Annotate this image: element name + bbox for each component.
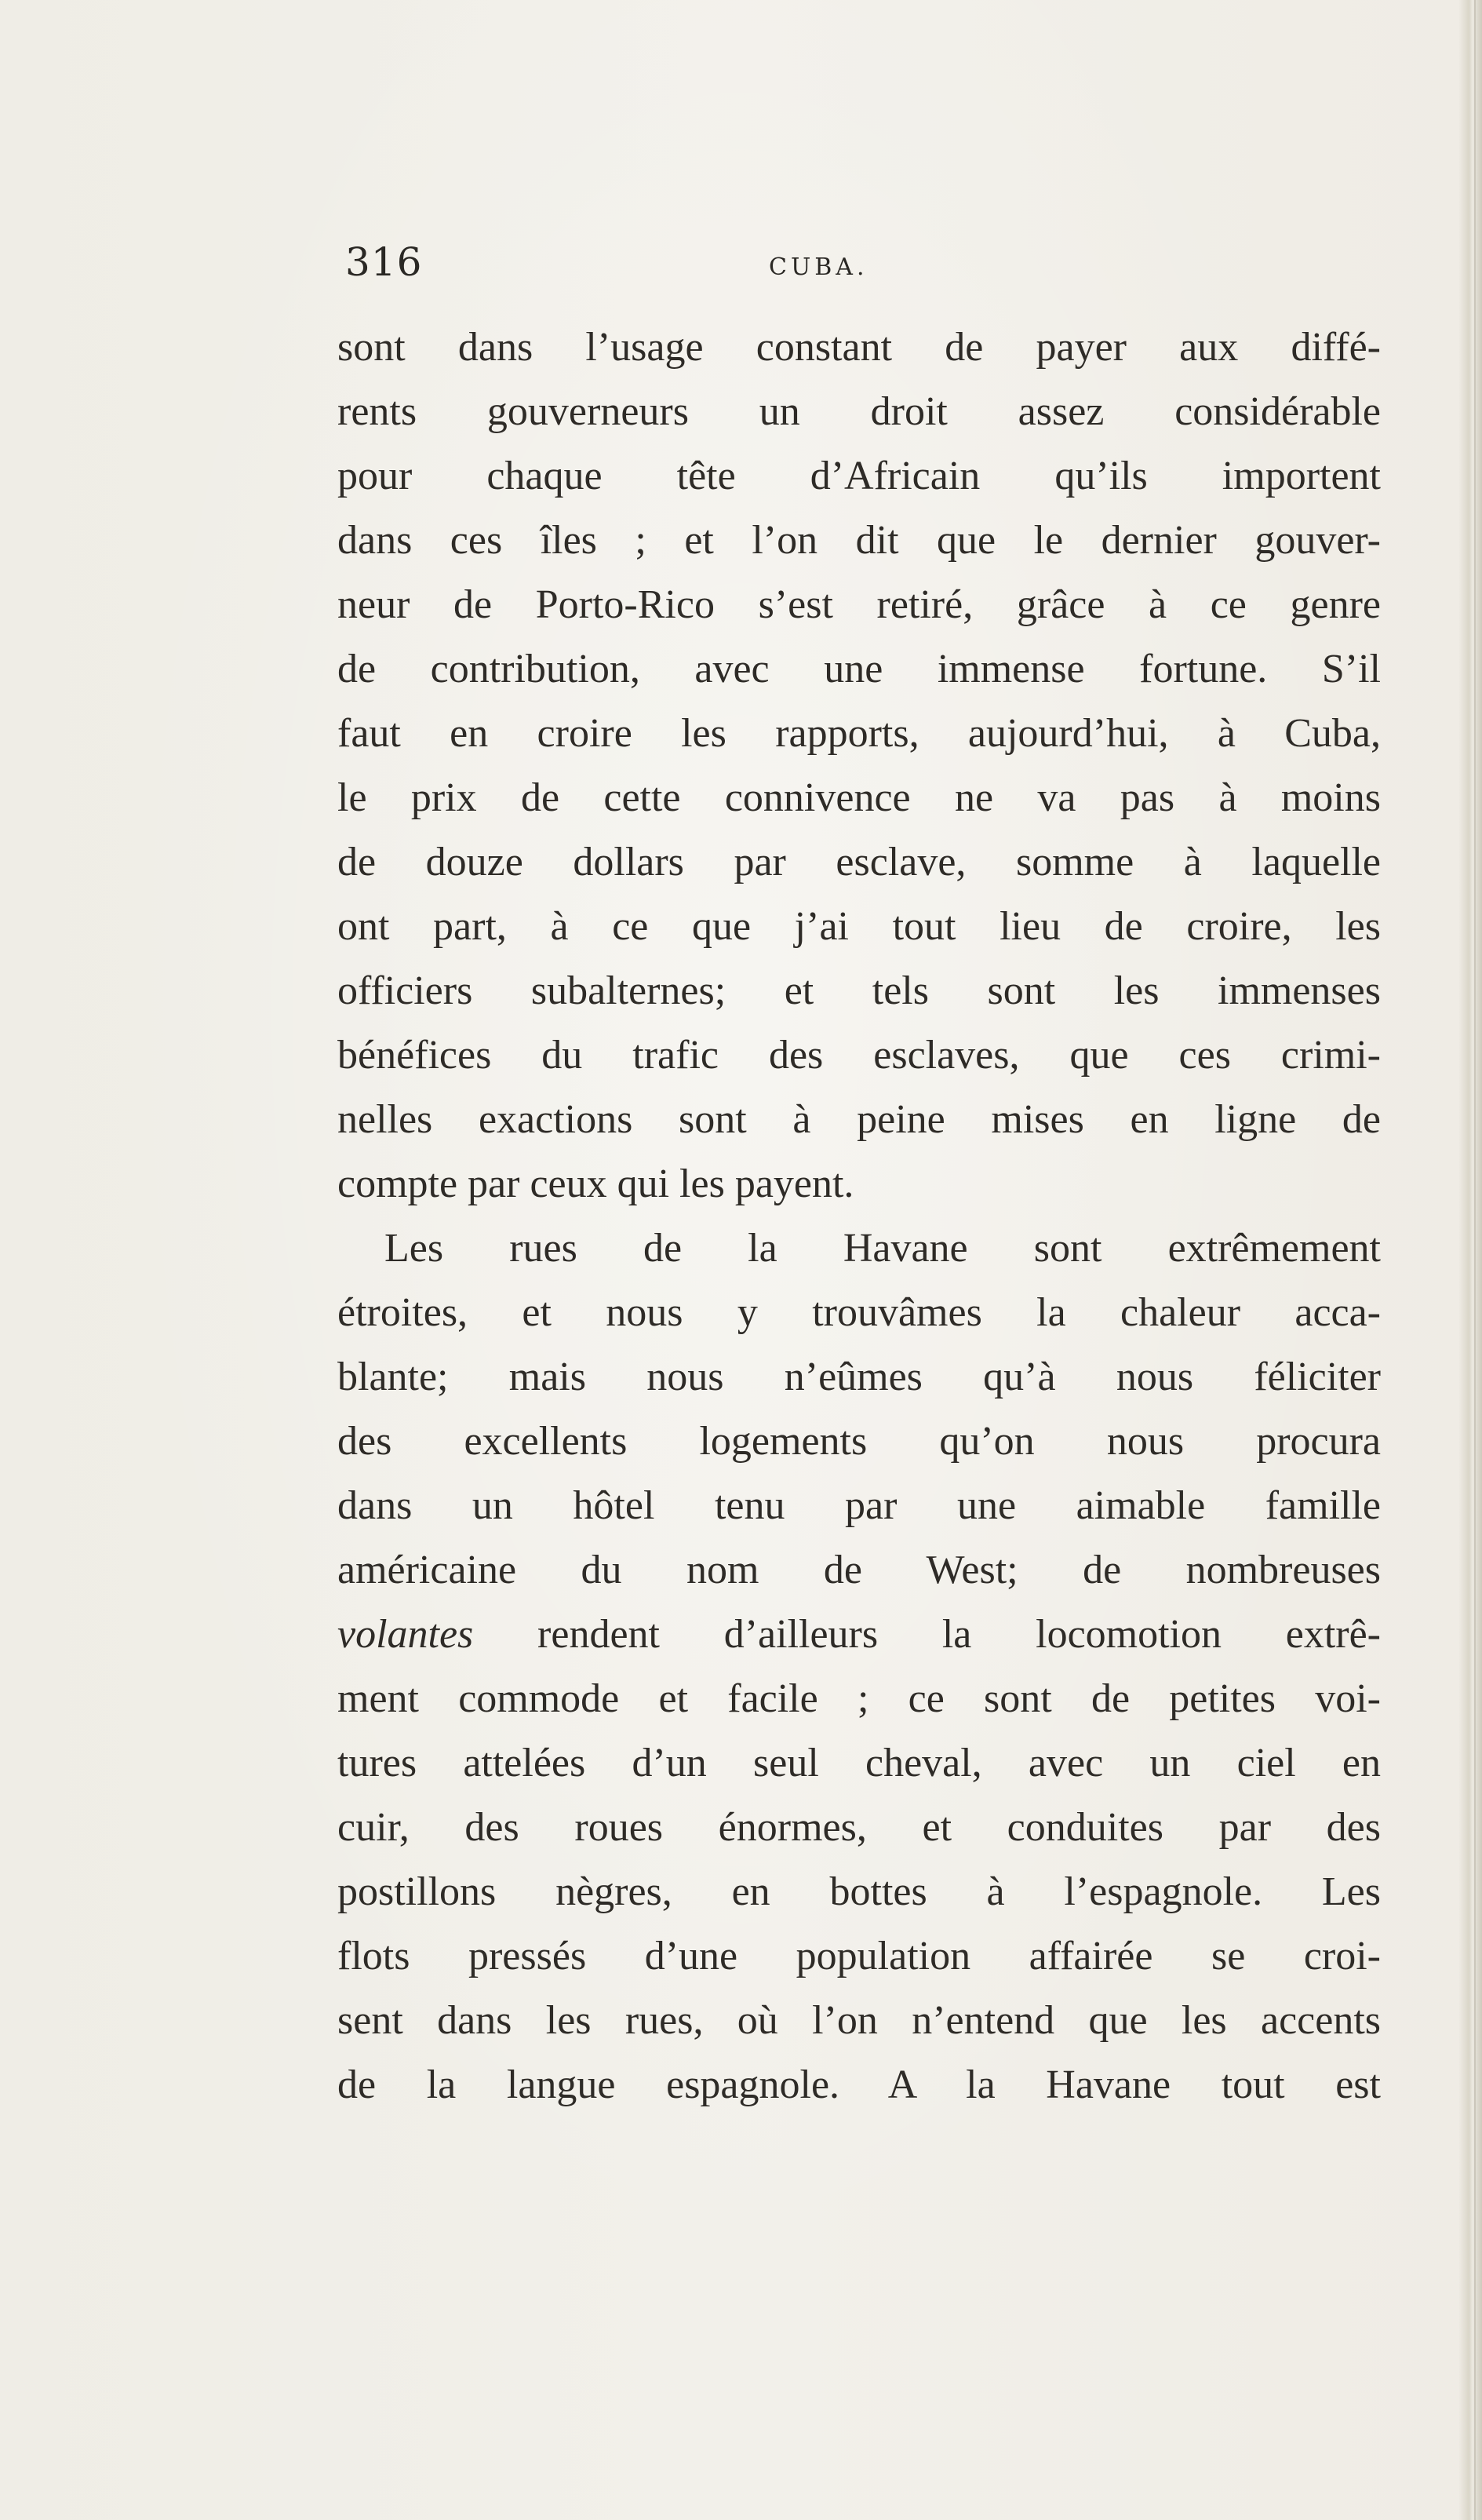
text-line: sent dans les rues, où l’on n’entend que les accents — [337, 1998, 1381, 2043]
text-line: ment commode et facile ; ce sont de petites voi- — [337, 1676, 1381, 1721]
text-line: flots pressés d’une population affairée se croi- — [337, 1934, 1381, 1978]
running-title: CUBA. — [769, 253, 868, 281]
text-line: sont dans l’usage constant de payer aux diffé- — [337, 325, 1381, 370]
text-line-with-italic — [337, 1603, 1381, 1667]
page-number: 316 — [345, 239, 423, 285]
text-line: neur de Porto-Rico s’est retiré, grâce à ce genre — [337, 582, 1381, 627]
text-line: de la langue espagnole. A la Havane tout est — [337, 2062, 1381, 2107]
text-line: des excellents logements qu’on nous procura — [337, 1419, 1381, 1464]
paragraph-start-line: Les rues de la Havane sont extrêmement — [384, 1226, 1381, 1271]
paragraph-end-line: compte par ceux qui les payent. — [337, 1162, 854, 1206]
text-line: pour chaque tête d’Africain qu’ils importent — [337, 454, 1381, 498]
text-line: blante; mais nous n’eûmes qu’à nous féliciter — [337, 1355, 1381, 1399]
text-line: le prix de cette connivence ne va pas à moins — [337, 775, 1381, 820]
text-line: dans un hôtel tenu par une aimable famille — [337, 1483, 1381, 1528]
running-head — [345, 239, 1381, 294]
text-line: de contribution, avec une immense fortune. S’il — [337, 647, 1381, 691]
text-line: postillons nègres, en bottes à l’espagnole. Les — [337, 1869, 1381, 1914]
text-line: bénéfices du trafic des esclaves, que ces crimi- — [337, 1033, 1381, 1078]
text-line: faut en croire les rapports, aujourd’hui, à Cuba, — [337, 711, 1381, 756]
text-line: officiers subalternes; et tels sont les immenses — [337, 968, 1381, 1013]
page-edge-line — [1474, 0, 1476, 2520]
text-line: dans ces îles ; et l’on dit que le dernier gouver- — [337, 518, 1381, 563]
text-line: rents gouverneurs un droit assez considérable — [337, 389, 1381, 434]
italic-word: volantes — [337, 1612, 474, 1657]
body-text — [337, 315, 1381, 2117]
text-line: de douze dollars par esclave, somme à laquelle — [337, 840, 1381, 884]
text-line: nelles exactions sont à peine mises en ligne de — [337, 1097, 1381, 1142]
text-line: ont part, à ce que j’ai tout lieu de croire, les — [337, 904, 1381, 949]
text-line: américaine du nom de West; de nombreuses — [337, 1548, 1381, 1592]
page-edge — [1458, 0, 1482, 2520]
italic-line-rest: rendent d’ailleurs la locomotion extrê- — [473, 1612, 1381, 1657]
text-line: cuir, des roues énormes, et conduites par des — [337, 1805, 1381, 1850]
text-line: tures attelées d’un seul cheval, avec un ciel en — [337, 1741, 1381, 1785]
text-line: étroites, et nous y trouvâmes la chaleur acca- — [337, 1290, 1381, 1335]
